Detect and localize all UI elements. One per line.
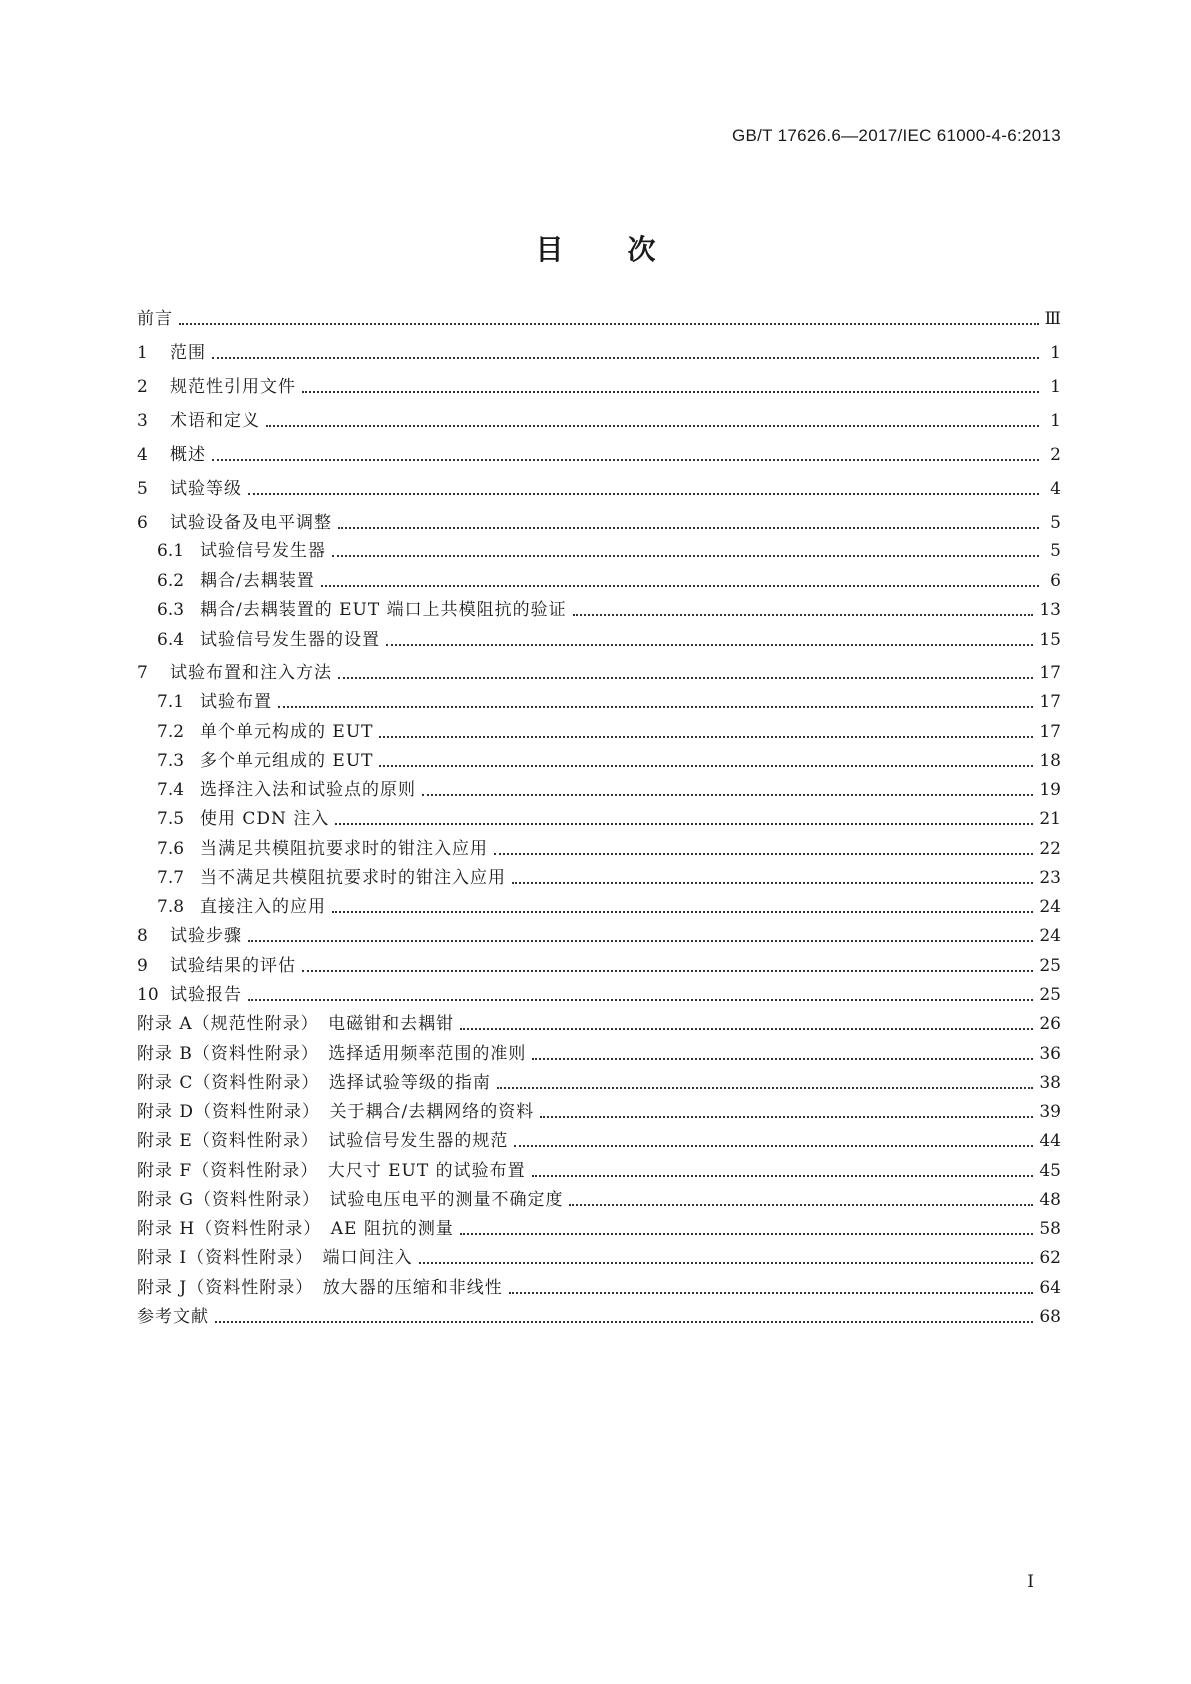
toc-entry[interactable] — [137, 1011, 1061, 1035]
toc-entry[interactable] — [157, 748, 1061, 772]
toc-entry-page: 44 — [1039, 1131, 1061, 1151]
toc-entry-page: 68 — [1039, 1307, 1061, 1327]
page-number: I — [1027, 1572, 1034, 1592]
dot-leader — [540, 1116, 1033, 1118]
toc-entry[interactable] — [137, 982, 1061, 1006]
toc-entry[interactable] — [157, 627, 1061, 651]
toc-entry[interactable] — [157, 806, 1061, 830]
toc-entry-number: 7.1 — [157, 692, 185, 712]
dot-leader — [422, 794, 1033, 796]
dot-leader — [338, 527, 1039, 529]
toc-entry-label: 规范性引用文件 — [170, 377, 296, 397]
toc-entry-label: 附录 G（资料性附录） 试验电压电平的测量不确定度 — [137, 1190, 564, 1210]
toc-entry[interactable] — [137, 306, 1061, 330]
toc-entry-page: 13 — [1039, 600, 1061, 620]
toc-entry[interactable] — [137, 1158, 1061, 1182]
toc-entry-number: 6 — [137, 513, 148, 533]
toc-entry-label: 耦合/去耦装置 — [200, 571, 315, 591]
toc-entry-page: 36 — [1039, 1044, 1061, 1064]
toc-entry-label: 附录 J（资料性附录） 放大器的压缩和非线性 — [137, 1278, 503, 1298]
toc-entry-number: 7.6 — [157, 839, 185, 859]
toc-entry-label: 附录 H（资料性附录） AE 阻抗的测量 — [137, 1219, 454, 1239]
dot-leader — [379, 736, 1033, 738]
toc-entry[interactable] — [157, 689, 1061, 713]
toc-entry-number: 7.5 — [157, 809, 185, 829]
dot-leader — [532, 1175, 1034, 1177]
dot-leader — [379, 765, 1033, 767]
toc-entry-label: 使用 CDN 注入 — [200, 809, 330, 829]
toc-entry-label: 选择注入法和试验点的原则 — [200, 780, 416, 800]
toc-entry-page: 5 — [1050, 513, 1061, 533]
dot-leader — [532, 1058, 1033, 1060]
toc-entry-label: 试验步骤 — [170, 926, 242, 946]
dot-leader — [302, 391, 1039, 393]
toc-entry[interactable] — [157, 568, 1061, 592]
dot-leader — [497, 1087, 1033, 1089]
toc-entry-label: 试验信号发生器的设置 — [200, 630, 380, 650]
toc-entry-label: 附录 D（资料性附录） 关于耦合/去耦网络的资料 — [137, 1102, 535, 1122]
toc-entry-label: 当满足共模阻抗要求时的钳注入应用 — [200, 839, 488, 859]
toc-entry-page: 39 — [1039, 1102, 1061, 1122]
toc-entry[interactable] — [137, 923, 1061, 947]
toc-entry-number: 1 — [137, 343, 148, 363]
dot-leader — [212, 459, 1039, 461]
toc-entry[interactable] — [137, 442, 1061, 466]
toc-entry-page: 24 — [1039, 926, 1061, 946]
page-title: 目次 — [535, 233, 720, 266]
toc-entry-number: 7.3 — [157, 751, 185, 771]
toc-entry[interactable] — [157, 597, 1061, 621]
toc-entry-label: 直接注入的应用 — [200, 897, 326, 917]
dot-leader — [335, 823, 1033, 825]
toc-entry-number: 7.8 — [157, 897, 185, 917]
toc-entry[interactable] — [137, 1245, 1061, 1269]
toc-entry-page: 1 — [1050, 343, 1061, 363]
toc-entry-label: 试验报告 — [170, 985, 242, 1005]
toc-entry[interactable] — [137, 340, 1061, 364]
toc-entry[interactable] — [137, 1216, 1061, 1240]
dot-leader — [386, 644, 1033, 646]
toc-entry-page: 48 — [1039, 1190, 1061, 1210]
toc-entry-label: 术语和定义 — [170, 411, 260, 431]
toc-entry-page: 17 — [1039, 663, 1061, 683]
toc-entry-label: 试验布置 — [200, 692, 272, 712]
dot-leader — [460, 1233, 1034, 1235]
dot-leader — [248, 493, 1039, 495]
toc-entry[interactable] — [137, 408, 1061, 432]
toc-entry-label: 范围 — [170, 343, 206, 363]
toc-entry-page: 23 — [1039, 868, 1061, 888]
toc-entry-page: 58 — [1039, 1219, 1061, 1239]
toc-entry-number: 6.1 — [157, 541, 185, 561]
toc-entry-page: 25 — [1039, 956, 1061, 976]
toc-entry-label: 概述 — [170, 445, 206, 465]
dot-leader — [321, 585, 1039, 587]
toc-entry-page: 19 — [1039, 780, 1061, 800]
dot-leader — [248, 999, 1033, 1001]
dot-leader — [212, 357, 1039, 359]
toc-entry[interactable] — [157, 538, 1061, 562]
toc-entry-page: 62 — [1039, 1248, 1061, 1268]
dot-leader — [266, 425, 1039, 427]
toc-entry-page: 15 — [1039, 630, 1061, 650]
toc-entry-page: 18 — [1039, 751, 1061, 771]
toc-entry-label: 当不满足共模阻抗要求时的钳注入应用 — [200, 868, 506, 888]
toc-entry[interactable] — [137, 1070, 1061, 1094]
dot-leader — [278, 706, 1033, 708]
toc-entry-label: 附录 E（资料性附录） 试验信号发生器的规范 — [137, 1131, 509, 1151]
toc-entry-label: 试验等级 — [170, 479, 242, 499]
dot-leader — [215, 1321, 1033, 1323]
toc-entry[interactable] — [137, 1099, 1061, 1123]
toc-entry-number: 6.4 — [157, 630, 185, 650]
toc-entry-page: 17 — [1039, 722, 1061, 742]
toc-entry-number: 7 — [137, 663, 148, 683]
toc-entry-page: 64 — [1039, 1278, 1061, 1298]
toc-entry[interactable] — [157, 777, 1061, 801]
toc-entry-label: 耦合/去耦装置的 EUT 端口上共模阻抗的验证 — [200, 600, 567, 620]
toc-entry[interactable] — [157, 836, 1061, 860]
toc-entry-number: 7.2 — [157, 722, 185, 742]
toc-entry[interactable] — [137, 374, 1061, 398]
dot-leader — [494, 853, 1033, 855]
toc-entry[interactable] — [157, 865, 1061, 889]
toc-entry[interactable] — [137, 476, 1061, 500]
toc-entry-page: 25 — [1039, 985, 1061, 1005]
toc-entry-number: 10 — [137, 985, 159, 1005]
toc-entry-number: 7.4 — [157, 780, 185, 800]
toc-entry[interactable] — [137, 1128, 1061, 1152]
dot-leader — [338, 677, 1033, 679]
toc-entry-page: 21 — [1039, 809, 1061, 829]
toc-entry-label: 单个单元构成的 EUT — [200, 722, 374, 742]
dot-leader — [302, 970, 1033, 972]
toc-entry[interactable] — [137, 1275, 1061, 1299]
toc-entry-label: 试验结果的评估 — [170, 956, 296, 976]
toc-entry-number: 2 — [137, 377, 148, 397]
toc-entry-page: 26 — [1039, 1014, 1061, 1034]
dot-leader — [248, 940, 1033, 942]
toc-entry[interactable] — [157, 719, 1061, 743]
toc-entry-number: 6.2 — [157, 571, 185, 591]
toc-entry-number: 4 — [137, 445, 148, 465]
toc-entry-page: 24 — [1039, 897, 1061, 917]
toc-entry-number: 3 — [137, 411, 148, 431]
toc-entry-page: 6 — [1050, 571, 1061, 591]
toc-entry-label: 试验信号发生器 — [200, 541, 326, 561]
dot-leader — [509, 1292, 1034, 1294]
dot-leader — [569, 1204, 1033, 1206]
toc-entry-page: 45 — [1039, 1161, 1061, 1181]
toc-entry-number: 9 — [137, 956, 148, 976]
toc-entry-label: 试验设备及电平调整 — [170, 513, 332, 533]
toc-entry[interactable] — [137, 1041, 1061, 1065]
toc-entry[interactable] — [137, 1187, 1061, 1211]
toc-entry-label: 前言 — [137, 309, 173, 329]
toc-entry-number: 6.3 — [157, 600, 185, 620]
toc-entry-page: 17 — [1039, 692, 1061, 712]
toc-entry[interactable] — [137, 953, 1061, 977]
toc-entry-number: 8 — [137, 926, 148, 946]
toc-entry-label: 多个单元组成的 EUT — [200, 751, 374, 771]
toc-entry-number: 7.7 — [157, 868, 185, 888]
toc-entry[interactable] — [137, 510, 1061, 534]
standard-code: GB/T 17626.6—2017/IEC 61000-4-6:2013 — [732, 126, 1061, 145]
dot-leader — [460, 1028, 1033, 1030]
dot-leader — [332, 555, 1039, 557]
toc-entry-page: 5 — [1050, 541, 1061, 561]
toc-entry-page: 1 — [1050, 411, 1061, 431]
toc-entry-label: 附录 B（资料性附录） 选择适用频率范围的准则 — [137, 1044, 527, 1064]
toc-entry[interactable] — [137, 1304, 1061, 1328]
dot-leader — [179, 323, 1039, 325]
dot-leader — [332, 911, 1033, 913]
toc-entry-page: Ⅲ — [1044, 309, 1061, 329]
toc-entry-label: 附录 F（资料性附录） 大尺寸 EUT 的试验布置 — [137, 1161, 526, 1181]
toc-entry-label: 试验布置和注入方法 — [170, 663, 332, 683]
toc-entry-page: 2 — [1050, 445, 1061, 465]
dot-leader — [514, 1145, 1033, 1147]
dot-leader — [512, 882, 1033, 884]
toc-entry[interactable] — [157, 894, 1061, 918]
toc-entry-label: 附录 I（资料性附录） 端口间注入 — [137, 1248, 413, 1268]
toc-entry-label: 参考文献 — [137, 1307, 209, 1327]
toc-entry-page: 22 — [1039, 839, 1061, 859]
toc-entry-page: 1 — [1050, 377, 1061, 397]
toc-entry-label: 附录 C（资料性附录） 选择试验等级的指南 — [137, 1073, 491, 1093]
toc-entry-page: 4 — [1050, 479, 1061, 499]
toc-entry[interactable] — [137, 660, 1061, 684]
dot-leader — [573, 614, 1034, 616]
toc-entry-number: 5 — [137, 479, 148, 499]
toc-entry-label: 附录 A（规范性附录） 电磁钳和去耦钳 — [137, 1014, 455, 1034]
dot-leader — [419, 1262, 1034, 1264]
toc-entry-page: 38 — [1039, 1073, 1061, 1093]
